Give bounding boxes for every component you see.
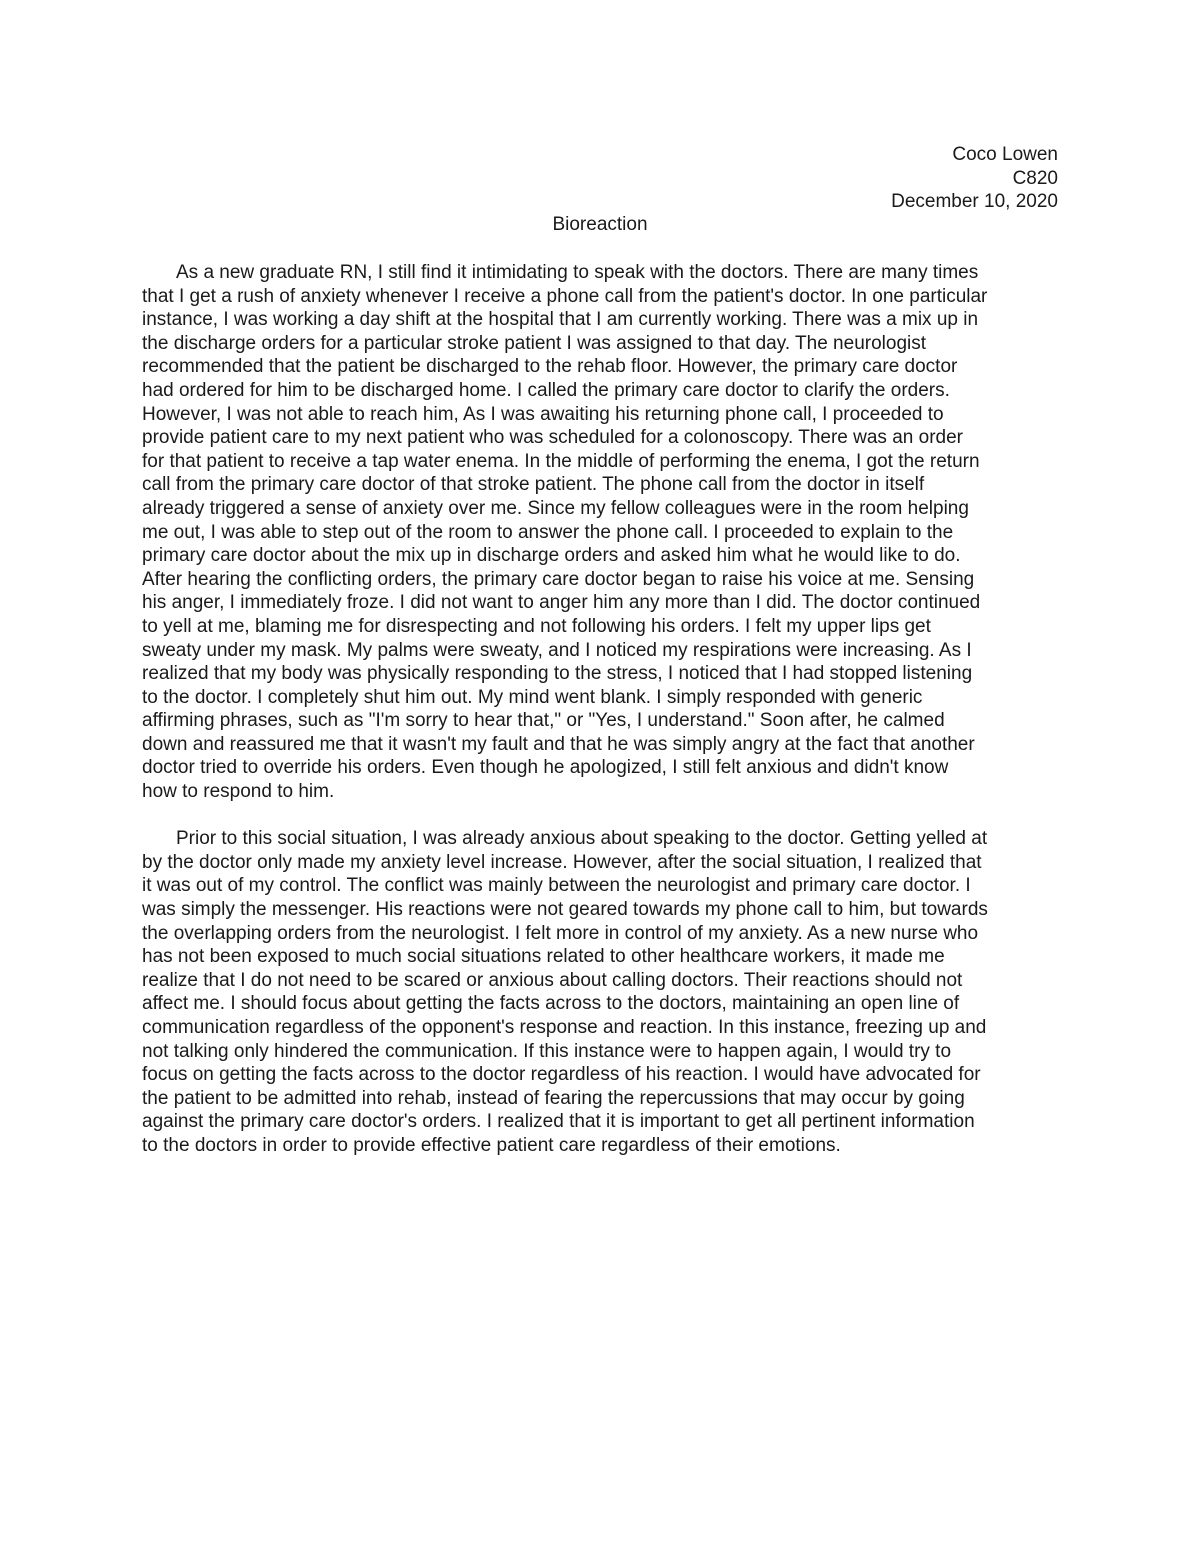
- text-line: affirming phrases, such as "I'm sorry to hear that," or "Yes, I understand." Soon after, he calmed: [142, 710, 945, 732]
- text-line: to the doctor. I completely shut him out. My mind went blank. I simply responded with generic: [142, 686, 923, 708]
- text-line: by the doctor only made my anxiety level increase. However, after the social situation, I realized that: [142, 851, 982, 873]
- text-line: the overlapping orders from the neurologist. I felt more in control of my anxiety. As a new nurse who: [142, 922, 979, 944]
- text-line: to yell at me, blaming me for disrespecting and not following his orders. I felt my upper lips get: [142, 615, 931, 637]
- course-code: C820: [1012, 167, 1058, 189]
- text-line: focus on getting the facts across to the doctor regardless of his reaction. I would have advocated for: [142, 1064, 981, 1086]
- text-line: that I get a rush of anxiety whenever I receive a phone call from the patient's doctor. In one particular: [142, 285, 988, 307]
- text-line: instance, I was working a day shift at the hospital that I am currently working. There was a mix up in: [142, 309, 979, 331]
- text-line: call from the primary care doctor of that stroke patient. The phone call from the doctor in itself: [142, 474, 925, 496]
- text-line: to the doctors in order to provide effective patient care regardless of their emotions.: [142, 1134, 841, 1156]
- text-line: me out, I was able to step out of the room to answer the phone call. I proceeded to explain to the: [142, 521, 954, 543]
- author-name: Coco Lowen: [952, 144, 1058, 165]
- text-line: As a new graduate RN, I still find it intimidating to speak with the doctors. There are many times: [176, 262, 979, 283]
- text-line: provide patient care to my next patient who was scheduled for a colonoscopy. There was an order: [142, 427, 963, 449]
- text-line: was simply the messenger. His reactions were not geared towards my phone call to him, but towards: [142, 899, 988, 921]
- text-line: doctor tried to override his orders. Even though he apologized, I still felt anxious and didn't know: [142, 757, 949, 779]
- text-line: has not been exposed to much social situations related to other healthcare workers, it made me: [142, 946, 945, 968]
- text-line: already triggered a sense of anxiety over me. Since my fellow colleagues were in the room helping: [142, 497, 969, 519]
- text-line: realized that my body was physically responding to the stress, I noticed that I had stopped listening: [142, 663, 973, 685]
- text-line: Prior to this social situation, I was already anxious about speaking to the doctor. Getting yelled at: [176, 828, 988, 850]
- text-line: sweaty under my mask. My palms were sweaty, and I noticed my respirations were increasing. As I: [142, 639, 972, 661]
- text-line: not talking only hindered the communication. If this instance were to happen again, I would try to: [142, 1040, 952, 1062]
- text-line: After hearing the conflicting orders, the primary care doctor began to raise his voice at me. Sensing: [142, 568, 975, 590]
- paragraph-1: [142, 261, 1072, 804]
- text-line: for that patient to receive a tap water enema. In the middle of performing the enema, I got the return: [142, 450, 980, 472]
- text-line: recommended that the patient be discharged to the rehab floor. However, the primary care doctor: [142, 356, 958, 378]
- document-body: [142, 261, 1072, 1158]
- text-line: the discharge orders for a particular stroke patient I was assigned to that day. The neurologist: [142, 332, 927, 354]
- text-line: realize that I do not need to be scared or anxious about calling doctors. Their reactions should not: [142, 969, 963, 991]
- document-header: [142, 143, 1058, 214]
- text-line: primary care doctor about the mix up in discharge orders and asked him what he would like to do.: [142, 545, 961, 567]
- paragraph-2: [142, 827, 1072, 1157]
- text-line: the patient to be admitted into rehab, instead of fearing the repercussions that may occur by going: [142, 1087, 965, 1109]
- text-line: affect me. I should focus about getting the facts across to the doctors, maintaining an open line of: [142, 993, 960, 1015]
- document-date: December 10, 2020: [891, 191, 1058, 213]
- text-line: down and reassured me that it wasn't my fault and that he was simply angry at the fact that another: [142, 733, 975, 755]
- text-line: communication regardless of the opponent's response and reaction. In this instance, freezing up and: [142, 1017, 987, 1038]
- text-line: his anger, I immediately froze. I did not want to anger him any more than I did. The doctor continued: [142, 592, 981, 614]
- text-line: it was out of my control. The conflict was mainly between the neurologist and primary care doctor. I: [142, 875, 971, 897]
- text-line: However, I was not able to reach him, As I was awaiting his returning phone call, I proceeded to: [142, 403, 944, 425]
- text-line: had ordered for him to be discharged home. I called the primary care doctor to clarify the orders.: [142, 379, 950, 401]
- document-title: Bioreaction: [552, 214, 648, 235]
- text-line: against the primary care doctor's orders. I realized that it is important to get all pertinent information: [142, 1111, 975, 1133]
- text-line: how to respond to him.: [142, 781, 335, 803]
